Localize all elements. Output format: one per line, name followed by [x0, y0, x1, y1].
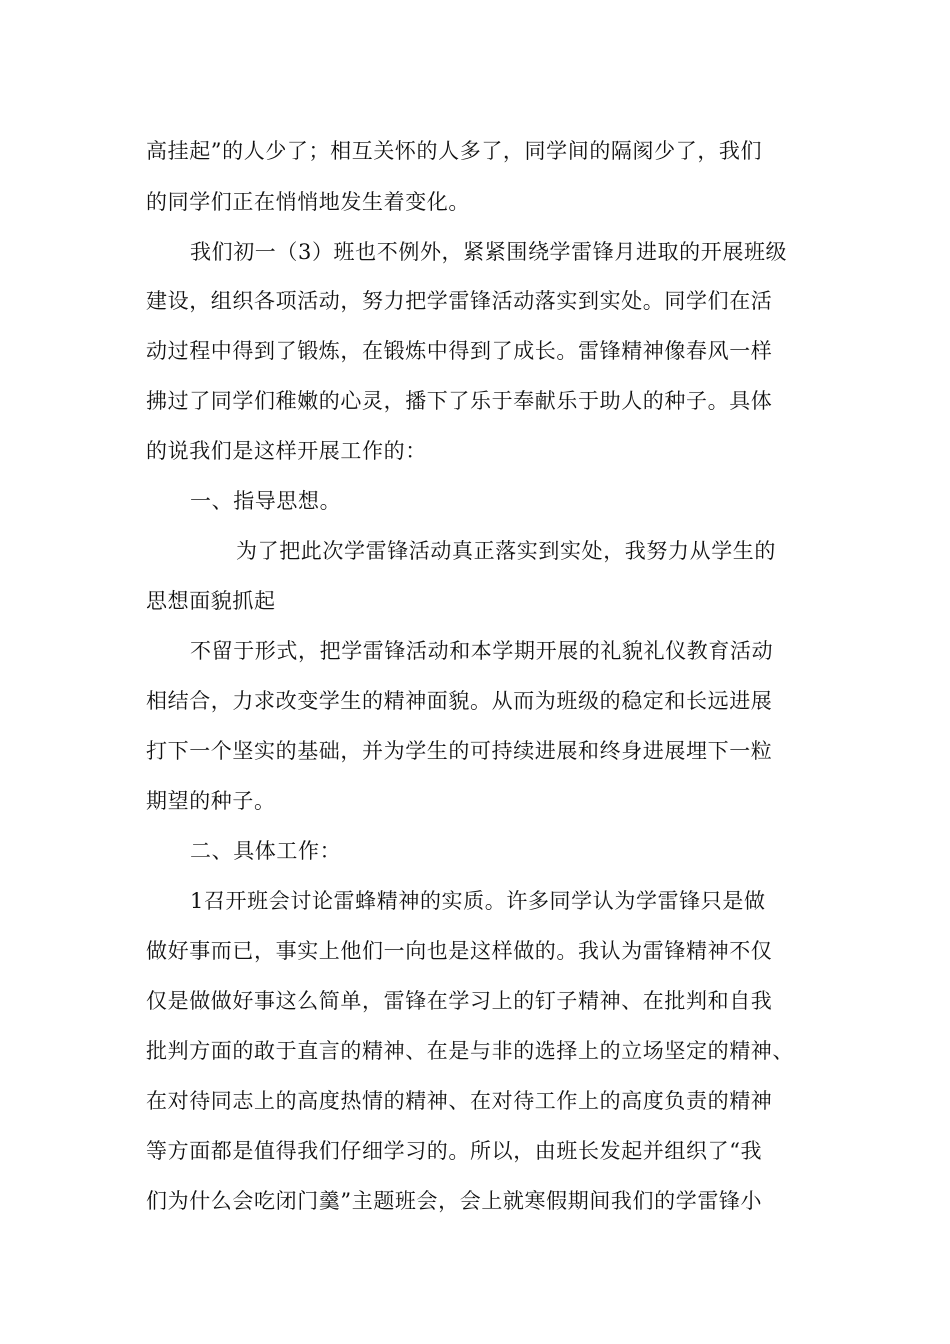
text-line: 的说我们是这样开展工作的：: [146, 439, 427, 463]
text-line: 们为什么会吃闭门羹”主题班会，会上就寒假期间我们的学雷锋小: [146, 1189, 763, 1213]
text-line: 为了把此次学雷锋活动真正落实到实处，我努力从学生的: [236, 539, 776, 563]
text-line: 动过程中得到了锻炼，在锻炼中得到了成长。雷锋精神像春风一样: [146, 339, 773, 363]
text-line: 仅是做做好事这么简单，雷锋在学习上的钉子精神、在批判和自我: [146, 989, 773, 1013]
text-line: 相结合，力求改变学生的精神面貌。从而为班级的稳定和长远进展: [146, 689, 773, 713]
text-line: 等方面都是值得我们仔细学习的。所以，由班长发起并组织了“我: [146, 1139, 763, 1163]
text-line: 批判方面的敢于直言的精神、在是与非的选择上的立场坚定的精神、: [146, 1039, 794, 1063]
text-line: 的同学们正在悄悄地发生着变化。: [146, 190, 470, 214]
text-line: 打下一个坚实的基础，并为学生的可持续进展和终身进展埋下一粒: [146, 739, 773, 763]
text-line: 1召开班会讨论雷蜂精神的实质。许多同学认为学雷锋只是做: [190, 889, 766, 913]
section-heading: 一、指导思想。: [190, 489, 342, 513]
text-line: 不留于形式，把学雷锋活动和本学期开展的礼貌礼仪教育活动: [190, 639, 774, 663]
text-line: 拂过了同学们稚嫩的心灵，播下了乐于奉献乐于助人的种子。具体: [146, 389, 773, 413]
text-line: 在对待同志上的高度热情的精神、在对待工作上的高度负责的精神: [146, 1089, 773, 1113]
text-line: 建设，组织各项活动，努力把学雷锋活动落实到实处。同学们在活: [146, 289, 773, 313]
text-line: 高挂起”的人少了；相互关怀的人多了，同学间的隔阂少了，我们: [146, 139, 763, 163]
text-line: 思想面貌抓起: [146, 589, 276, 613]
text-line: 做好事而已，事实上他们一向也是这样做的。我认为雷锋精神不仅: [146, 939, 773, 963]
text-line: 我们初一（3）班也不例外，紧紧围绕学雷锋月进取的开展班级: [190, 240, 788, 264]
section-heading: 二、具体工作：: [190, 839, 342, 863]
text-line: 期望的种子。: [146, 789, 276, 813]
